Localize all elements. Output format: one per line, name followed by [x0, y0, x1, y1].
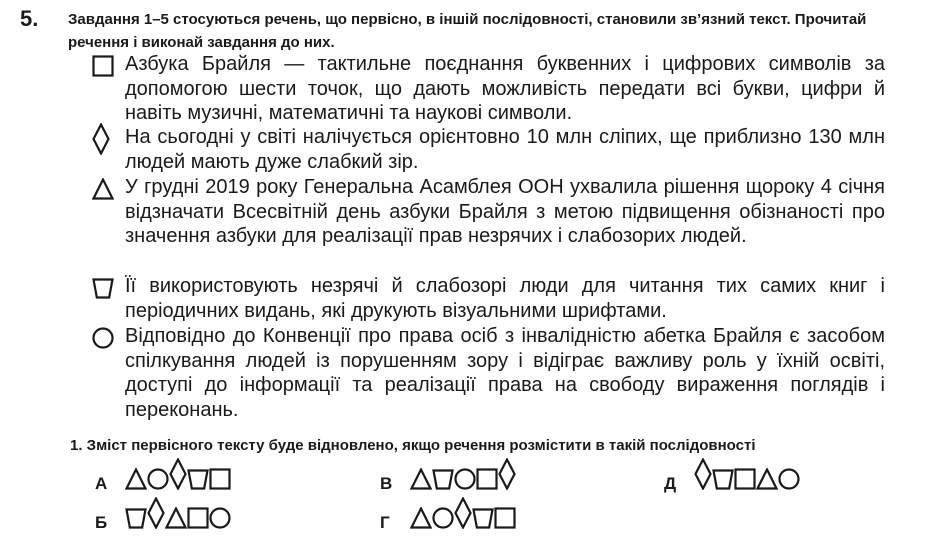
- triangle-icon: [410, 507, 432, 529]
- option-label: Г: [380, 513, 390, 532]
- option-label: Д: [664, 474, 677, 493]
- trapezoid-icon: [187, 468, 209, 490]
- trapezoid-icon: [92, 277, 114, 299]
- square-icon: [92, 55, 114, 77]
- sentence-text: Відповідно до Конвенції про права осіб з інвалідністю абетка Брайля є засобом спілкування людей із порушенням зору і відіграє важливу роль у їхній освіті, доступі до інформації та реалізації права на свободу вираження поглядів і переконань.: [125, 325, 885, 421]
- triangle-icon: [92, 178, 116, 202]
- square-icon: [476, 468, 498, 490]
- task-number: 5.: [20, 6, 39, 31]
- circle-icon: [778, 468, 800, 490]
- circle-icon: [454, 468, 476, 490]
- diamond-icon: [498, 458, 516, 490]
- symbol-sequence: [125, 497, 231, 529]
- diamond-icon: [454, 497, 472, 529]
- circle-icon: [92, 327, 116, 351]
- diamond-icon: [92, 123, 110, 155]
- diamond-icon: [147, 497, 165, 529]
- symbol-sequence: [694, 458, 800, 490]
- diamond-icon: [694, 458, 712, 490]
- triangle-icon: [410, 468, 432, 490]
- symbol-sequence: [410, 497, 516, 529]
- diamond-icon: [169, 458, 187, 490]
- square-icon: [734, 468, 756, 490]
- sentence-text: Її використовують незрячі й слабозорі люди для читання тих самих книг і періодичних видань, які друкують візуальними шрифтами.: [125, 275, 885, 322]
- question-text: 1. Зміст первісного тексту буде відновлено, якщо речення розмістити в такій послідовності: [70, 437, 756, 454]
- option-label: Б: [95, 513, 108, 532]
- circle-icon: [147, 468, 169, 490]
- circle-icon: [432, 507, 454, 529]
- circle-icon: [209, 507, 231, 529]
- square-icon: [209, 468, 231, 490]
- option-label: В: [380, 474, 393, 493]
- option-label: А: [95, 474, 108, 493]
- task-instruction: Завдання 1–5 стосуються речень, що первісно, в іншій послідовності, становили зв’язний текст. Прочитай речення і виконай завдання до них.: [68, 11, 867, 51]
- trapezoid-icon: [92, 277, 116, 301]
- sentence-text: У грудні 2019 року Генеральна Асамблея ООН ухвалила рішення щороку 4 січня відзначати Всесвітній день азбуки Брайля з метою підвищення обізнаності про значення азбуки для реалізації прав незрячих і слабозорих людей.: [125, 176, 885, 247]
- triangle-icon: [125, 468, 147, 490]
- symbol-sequence: [125, 458, 231, 490]
- triangle-icon: [92, 178, 114, 200]
- triangle-icon: [165, 507, 187, 529]
- symbol-sequence: [410, 458, 516, 490]
- square-icon: [92, 55, 116, 79]
- sentence-text: На сьогодні у світі налічується орієнтовно 10 млн сліпих, ще приблизно 130 млн людей мають дуже слабкий зір.: [125, 126, 885, 173]
- square-icon: [494, 507, 516, 529]
- triangle-icon: [756, 468, 778, 490]
- square-icon: [187, 507, 209, 529]
- trapezoid-icon: [472, 507, 494, 529]
- sentence-text: Азбука Брайля — тактильне поєднання буквенних і цифрових символів за допомогою шести точок, що дають можливість передати всі букви, цифри й навіть музичні, математичні та наукові символи.: [125, 53, 885, 124]
- trapezoid-icon: [125, 507, 147, 529]
- trapezoid-icon: [712, 468, 734, 490]
- circle-icon: [92, 327, 114, 349]
- trapezoid-icon: [432, 468, 454, 490]
- diamond-icon: [92, 123, 116, 147]
